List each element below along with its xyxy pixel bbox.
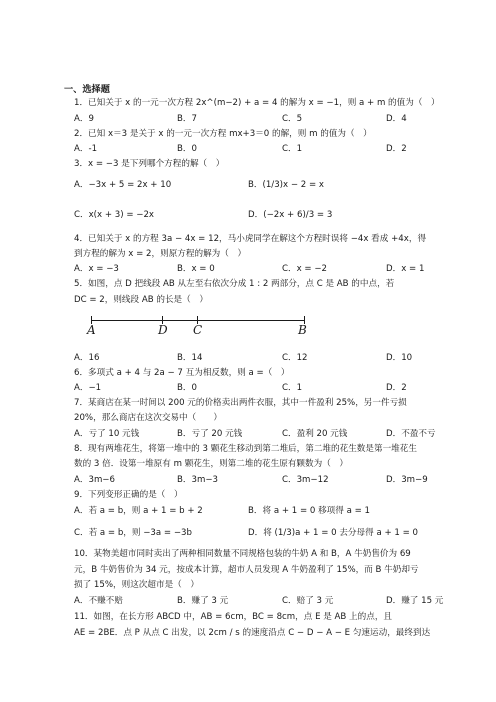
option-d: D．3m−9 (386, 475, 428, 485)
question-stem: 9．下列变形正确的是（ ） (74, 490, 183, 500)
question-stem: 1．已知关于 x 的一元一次方程 2x^(m−2) + a = 4 的解为 x = −1，则 a + m 的值为（ ） (74, 98, 440, 108)
option-b: B．7 (177, 114, 197, 124)
option-c: C．盈利 20 元钱 (282, 429, 348, 439)
point-label-d: D (158, 323, 168, 337)
point-label-a: A (87, 323, 96, 337)
option-a: A．−3x + 5 = 2x + 10 (74, 180, 172, 190)
option-a: A．x = −3 (74, 264, 119, 274)
question-stem-line-1: 5．如图，点 D 把线段 AB 从左至右依次分成 1 : 2 两部分，点 C 是 AB 的中点，若 (74, 279, 395, 289)
option-d: D．2 (386, 383, 407, 393)
option-b: B．亏了 20 元钱 (177, 429, 243, 439)
question-stem-line-2: 数的 3 倍．设第一堆原有 m 颗花生，则第二堆的花生原有颗数为（ ） (74, 459, 348, 469)
question-stem-line-2: 元，B 牛奶售价为 34 元，按成本计算，超市人员发现 A 牛奶盈利了 15%，而 B 牛奶却亏 (74, 565, 419, 575)
option-b: B．x = 0 (177, 264, 215, 274)
option-d: D．4 (386, 114, 407, 124)
question-stem-line-1: 11．如图，在长方形 ABCD 中，AB = 6cm，BC = 8cm，点 E 是 AB 上的点，且 (74, 612, 393, 622)
option-d: D．不盈不亏 (386, 429, 436, 439)
option-c: C．若 a = b，则 −3a = −3b (74, 528, 192, 538)
option-a: A．若 a = b，则 a + 1 = b + 2 (74, 506, 203, 516)
option-a: A．9 (74, 114, 94, 124)
option-b: B．3m−3 (177, 475, 218, 485)
option-b: B．0 (177, 383, 197, 393)
option-d: D．2 (386, 144, 407, 154)
question-stem-line-2: AE = 2BE．点 P 从点 C 出发，以 2cm / s 的速度沿点 C − D − A − E 匀速运动，最终到达 (74, 628, 431, 638)
option-c: C．3m−12 (282, 475, 329, 485)
option-c: C．5 (282, 114, 303, 124)
option-a: A．亏了 10 元钱 (74, 429, 140, 439)
question-stem: 3．x = −3 是下列哪个方程的解（ ） (74, 159, 225, 169)
question-stem: 2．已知 x＝3 是关于 x 的一元一次方程 mx+3＝0 的解，则 m 的值为（ ） (74, 129, 372, 139)
question-stem-line-3: 损了 15%，则这次超市是（ ） (74, 580, 199, 590)
option-a: A．3m−6 (74, 475, 115, 485)
question-stem-line-1: 8．现有两堆花生，将第一堆中的 3 颗花生移动到第二堆后，第二堆的花生数是第一堆花生 (74, 444, 417, 454)
option-b: B．0 (177, 144, 197, 154)
option-c: C．x(x + 3) = −2x (74, 210, 155, 220)
option-c: C．x = −2 (282, 264, 328, 274)
question-stem-line-2: 20%，那么商店在这次交易中（ ） (74, 413, 223, 423)
option-c: C．12 (282, 353, 308, 363)
option-a: A．−1 (74, 383, 102, 393)
option-c: C．1 (282, 144, 303, 154)
option-c: C．赔了 3 元 (282, 596, 334, 606)
question-stem-line-2: 到方程的解为 x = 2，则原方程的解为（ ） (74, 249, 247, 259)
option-d: D．赚了 15 元 (386, 596, 444, 606)
question-stem: 6．多项式 a + 4 与 2a − 7 互为相反数，则 a =（ ） (74, 368, 290, 378)
question-stem-line-1: 7．某商店在某一时间以 200 元的价格卖出两件衣服，其中一件盈利 25%，另一件亏损 (74, 398, 407, 408)
option-b: B．14 (177, 353, 203, 363)
section-title: 一、选择题 (64, 84, 110, 95)
point-label-b: B (298, 323, 307, 337)
option-a: A．16 (74, 353, 100, 363)
option-b: B．赚了 3 元 (177, 596, 229, 606)
option-c: C．1 (282, 383, 303, 393)
question-stem-line-1: 10．某物美超市同时卖出了两种相同数量不同规格包装的牛奶 A 和 B，A 牛奶售价为 69 (74, 549, 411, 559)
option-d: D．(−2x + 6)/3 = 3 (248, 210, 333, 220)
question-stem-line-1: 4．已知关于 x 的方程 3a − 4x = 12，马小虎同学在解这个方程时误将 −4x 看成 +4x，得 (74, 234, 427, 244)
option-d: D．将 (1/3)a + 1 = 0 去分母得 a + 1 = 0 (248, 528, 418, 538)
option-a: A．不赚不赔 (74, 596, 123, 606)
option-b: B．(1/3)x − 2 = x (248, 180, 324, 190)
option-d: D．x = 1 (386, 264, 425, 274)
point-label-c: C (193, 323, 203, 337)
option-a: A．-1 (74, 144, 98, 154)
question-stem-line-2: DC = 2，则线段 AB 的长是（ ） (74, 295, 208, 305)
option-d: D．10 (386, 353, 413, 363)
option-b: B．将 a + 1 = 0 移项得 a = 1 (248, 506, 370, 516)
